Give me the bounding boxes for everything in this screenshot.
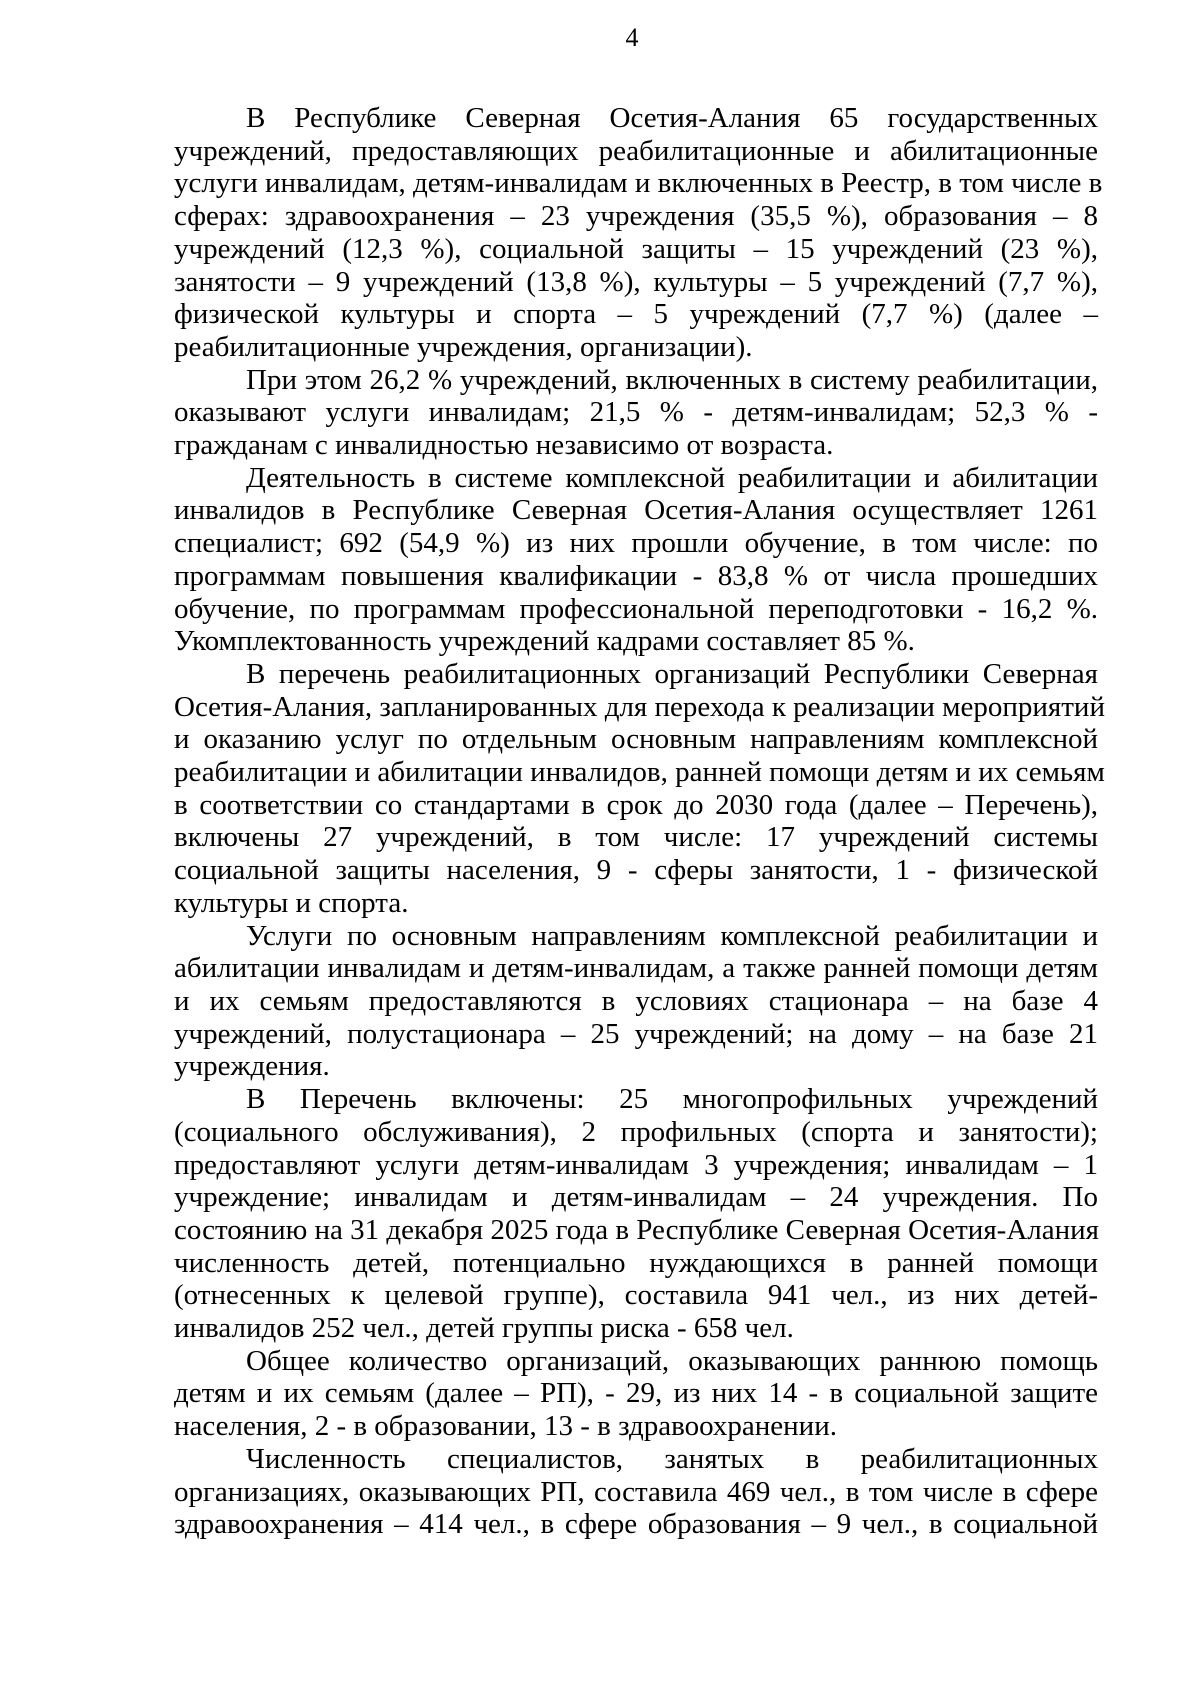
- text-line: занятости – 9 учреждений (13,8 %), культуры – 5 учреждений (7,7 %),: [174, 265, 1098, 298]
- text-line: физической культуры и спорта – 5 учреждений (7,7 %) (далее –: [174, 298, 1098, 331]
- paragraph: [174, 462, 1098, 658]
- text-line: сферах: здравоохранения – 23 учреждения (35,5 %), образования – 8: [174, 200, 1098, 233]
- text-line: абилитации инвалидам и детям-инвалидам, а также ранней помощи детям: [174, 952, 1098, 985]
- text-line: оказывают услуги инвалидам; 21,5 % - детям-инвалидам; 52,3 % -: [174, 396, 1098, 429]
- text-line: (отнесенных к целевой группе), составила 941 чел., из них детей-: [174, 1279, 1098, 1312]
- paragraph: [174, 1443, 1098, 1541]
- text-line: культуры и спорта.: [174, 886, 409, 919]
- text-line: Укомплектованность учреждений кадрами составляет 85 %.: [174, 625, 915, 658]
- text-line: Осетия-Алания, запланированных для перехода к реализации мероприятий: [174, 690, 1105, 723]
- text-line: учреждений, предоставляющих реабилитационные и абилитационные: [174, 134, 1098, 167]
- text-line: Услуги по основным направлениям комплексной реабилитации и: [246, 919, 1098, 952]
- text-line: В перечень реабилитационных организаций Республики Северная: [246, 657, 1098, 690]
- paragraph: [174, 657, 1105, 920]
- text-line: При этом 26,2 % учреждений, включенных в систему реабилитации,: [246, 363, 1098, 396]
- text-line: инвалидов 252 чел., детей группы риска - 658 чел.: [174, 1312, 794, 1345]
- text-line: населения, 2 - в образовании, 13 - в здравоохранении.: [174, 1410, 837, 1443]
- paragraph: [174, 1083, 1098, 1345]
- text-line: услуги инвалидам, детям-инвалидам и включенных в Реестр, в том числе в: [174, 167, 1103, 200]
- text-line: состоянию на 31 декабря 2025 года в Республике Северная Осетия-Алания: [174, 1213, 1099, 1246]
- text-line: учреждений (12,3 %), социальной защиты – 15 учреждений (23 %),: [174, 232, 1098, 265]
- text-line: обучение, по программам профессиональной переподготовки - 16,2 %.: [174, 592, 1098, 625]
- text-line: В Республике Северная Осетия-Алания 65 государственных: [246, 102, 1098, 134]
- text-line: предоставляют услуги детям-инвалидам 3 учреждения; инвалидам – 1: [174, 1148, 1098, 1181]
- text-line: Деятельность в системе комплексной реабилитации и абилитации: [246, 461, 1098, 494]
- text-line: учреждения.: [174, 1050, 330, 1083]
- text-line: инвалидов в Республике Северная Осетия-Алания осуществляет 1261: [174, 494, 1098, 527]
- text-line: реабилитации и абилитации инвалидов, ранней помощи детям и их семьям: [174, 756, 1105, 789]
- text-line: включены 27 учреждений, в том числе: 17 учреждений системы: [174, 821, 1098, 854]
- text-line: учреждение; инвалидам и детям-инвалидам – 24 учреждения. По: [174, 1181, 1098, 1214]
- text-line: программам повышения квалификации - 83,8 % от числа прошедших: [174, 559, 1098, 592]
- page-number: 4: [625, 23, 639, 52]
- document-body: [174, 102, 1105, 1541]
- text-line: реабилитационные учреждения, организации).: [174, 330, 753, 363]
- paragraph: [174, 102, 1103, 364]
- paragraph: [174, 920, 1098, 1084]
- text-line: и оказанию услуг по отдельным основным направлениям комплексной: [174, 723, 1098, 756]
- text-line: В Перечень включены: 25 многопрофильных учреждений: [246, 1083, 1098, 1116]
- text-line: учреждений, полустационара – 25 учреждений; на дому – на базе 21: [174, 1017, 1098, 1050]
- text-line: детям и их семьям (далее – РП), - 29, из них 14 - в социальной защите: [174, 1377, 1098, 1410]
- text-line: Общее количество организаций, оказывающих раннюю помощь: [246, 1344, 1098, 1377]
- paragraph: [174, 1345, 1098, 1443]
- text-line: специалист; 692 (54,9 %) из них прошли обучение, в том числе: по: [174, 527, 1098, 560]
- text-line: гражданам с инвалидностью независимо от возраста.: [174, 429, 834, 462]
- text-line: численность детей, потенциально нуждающихся в ранней помощи: [174, 1246, 1098, 1279]
- text-line: Численность специалистов, занятых в реабилитационных: [246, 1442, 1098, 1475]
- text-line: здравоохранения – 414 чел., в сфере образования – 9 чел., в социальной: [174, 1508, 1098, 1541]
- text-line: организациях, оказывающих РП, составила 469 чел., в том числе в сфере: [174, 1475, 1098, 1508]
- paragraph: [174, 364, 1098, 462]
- text-line: социальной защиты населения, 9 - сферы занятости, 1 - физической: [174, 854, 1098, 887]
- text-line: и их семьям предоставляются в условиях стационара – на базе 4: [174, 984, 1098, 1017]
- text-line: (социального обслуживания), 2 профильных (спорта и занятости);: [174, 1115, 1098, 1148]
- text-line: в соответствии со стандартами в срок до 2030 года (далее – Перечень),: [174, 788, 1098, 821]
